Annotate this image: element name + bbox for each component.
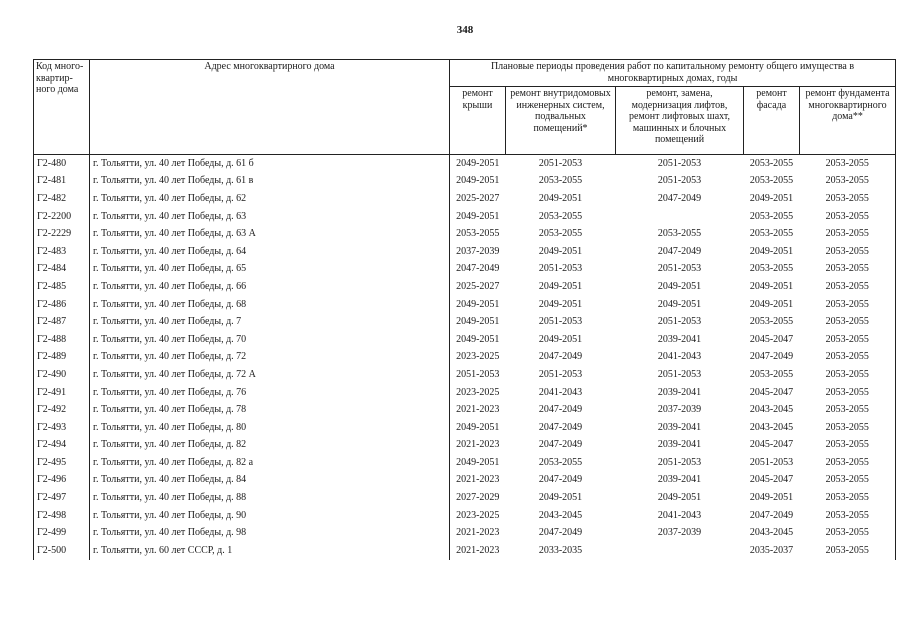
table-row bbox=[34, 278, 896, 296]
row-foundation: 2053-2055 bbox=[800, 507, 896, 525]
header-code: Код много-квартир-ного дома bbox=[34, 60, 90, 155]
row-address: г. Тольятти, ул. 60 лет СССР, д. 1 bbox=[90, 542, 450, 560]
row-roof: 2049-2051 bbox=[450, 313, 506, 331]
row-facade: 2053-2055 bbox=[749, 263, 794, 275]
table-row bbox=[34, 296, 896, 314]
row-foundation: 2053-2055 bbox=[800, 331, 896, 349]
row-code: Г2-486 bbox=[34, 296, 90, 314]
row-foundation: 2053-2055 bbox=[800, 243, 896, 261]
row-code: Г2-495 bbox=[34, 454, 90, 472]
row-engineering: 2041-2043 bbox=[538, 386, 583, 398]
row-engineering: 2049-2051 bbox=[538, 245, 583, 257]
header-engineering: ремонт внутридомовых инженерных систем, подвальных помещений* bbox=[506, 87, 616, 155]
row-facade: 2049-2051 bbox=[749, 280, 794, 292]
row-foundation: 2053-2055 bbox=[800, 349, 896, 367]
row-elevators: 2051-2053 bbox=[657, 316, 702, 328]
row-elevators: 2041-2043 bbox=[657, 509, 702, 521]
row-engineering: 2049-2051 bbox=[538, 333, 583, 345]
header-periods-group: Плановые периоды проведения работ по капитальному ремонту общего имущества в многоквартирных домах, годы bbox=[450, 60, 896, 87]
row-elevators: 2041-2043 bbox=[657, 351, 702, 363]
row-foundation: 2053-2055 bbox=[800, 366, 896, 384]
table-row bbox=[34, 208, 896, 226]
row-engineering: 2049-2051 bbox=[538, 298, 583, 310]
row-foundation: 2053-2055 bbox=[800, 454, 896, 472]
row-roof: 2025-2027 bbox=[450, 278, 506, 296]
row-roof: 2049-2051 bbox=[450, 208, 506, 226]
row-facade: 2045-2047 bbox=[749, 439, 794, 451]
table-row bbox=[34, 313, 896, 331]
row-foundation: 2053-2055 bbox=[800, 472, 896, 490]
row-roof: 2049-2051 bbox=[450, 173, 506, 191]
row-foundation: 2053-2055 bbox=[800, 419, 896, 437]
row-engineering: 2047-2049 bbox=[538, 439, 583, 451]
row-facade: 2035-2037 bbox=[749, 544, 794, 556]
page-number: 348 bbox=[456, 24, 474, 36]
row-code: Г2-491 bbox=[34, 384, 90, 402]
row-engineering: 2047-2049 bbox=[538, 527, 583, 539]
row-code: Г2-2229 bbox=[34, 225, 90, 243]
row-foundation: 2053-2055 bbox=[800, 313, 896, 331]
row-facade: 2047-2049 bbox=[749, 509, 794, 521]
row-code: Г2-485 bbox=[34, 278, 90, 296]
row-address: г. Тольятти, ул. 40 лет Победы, д. 70 bbox=[90, 331, 450, 349]
row-elevators: 2039-2041 bbox=[657, 333, 702, 345]
row-code: Г2-480 bbox=[34, 155, 90, 173]
row-foundation: 2053-2055 bbox=[800, 401, 896, 419]
row-roof: 2049-2051 bbox=[450, 454, 506, 472]
row-address: г. Тольятти, ул. 40 лет Победы, д. 76 bbox=[90, 384, 450, 402]
table-body bbox=[34, 155, 896, 560]
table-row bbox=[34, 524, 896, 542]
row-roof: 2049-2051 bbox=[450, 331, 506, 349]
row-address: г. Тольятти, ул. 40 лет Победы, д. 72 bbox=[90, 349, 450, 367]
row-facade: 2053-2055 bbox=[749, 210, 794, 222]
header-foundation: ремонт фундамента многоквартирного дома** bbox=[800, 87, 896, 155]
row-code: Г2-488 bbox=[34, 331, 90, 349]
row-facade: 2053-2055 bbox=[749, 228, 794, 240]
row-engineering: 2049-2051 bbox=[538, 492, 583, 504]
table-row bbox=[34, 173, 896, 191]
row-address: г. Тольятти, ул. 40 лет Победы, д. 80 bbox=[90, 419, 450, 437]
table-row bbox=[34, 401, 896, 419]
row-address: г. Тольятти, ул. 40 лет Победы, д. 82 а bbox=[90, 454, 450, 472]
row-facade: 2049-2051 bbox=[749, 492, 794, 504]
row-elevators: 2047-2049 bbox=[657, 192, 702, 204]
table-row bbox=[34, 454, 896, 472]
row-address: г. Тольятти, ул. 40 лет Победы, д. 90 bbox=[90, 507, 450, 525]
row-facade: 2053-2055 bbox=[749, 368, 794, 380]
row-foundation: 2053-2055 bbox=[800, 296, 896, 314]
row-roof: 2049-2051 bbox=[450, 419, 506, 437]
row-roof: 2021-2023 bbox=[450, 524, 506, 542]
row-engineering: 2051-2053 bbox=[538, 368, 583, 380]
row-elevators: 2051-2053 bbox=[657, 456, 702, 468]
row-elevators: 2047-2049 bbox=[657, 245, 702, 257]
row-elevators: 2039-2041 bbox=[657, 386, 702, 398]
row-roof: 2021-2023 bbox=[450, 472, 506, 490]
row-roof: 2037-2039 bbox=[450, 243, 506, 261]
row-foundation: 2053-2055 bbox=[800, 190, 896, 208]
table-row bbox=[34, 155, 896, 173]
row-roof: 2021-2023 bbox=[450, 401, 506, 419]
row-elevators: 2053-2055 bbox=[657, 228, 702, 240]
table-row bbox=[34, 419, 896, 437]
row-facade: 2043-2045 bbox=[749, 421, 794, 433]
row-engineering: 2053-2055 bbox=[538, 228, 583, 240]
header-address: Адрес многоквартирного дома bbox=[90, 60, 450, 155]
row-elevators: 2037-2039 bbox=[657, 527, 702, 539]
row-roof: 2053-2055 bbox=[450, 225, 506, 243]
row-address: г. Тольятти, ул. 40 лет Победы, д. 63 А bbox=[90, 225, 450, 243]
table-row bbox=[34, 542, 896, 560]
table-row bbox=[34, 261, 896, 279]
table-row bbox=[34, 384, 896, 402]
row-roof: 2047-2049 bbox=[450, 261, 506, 279]
row-facade: 2045-2047 bbox=[749, 333, 794, 345]
row-address: г. Тольятти, ул. 40 лет Победы, д. 88 bbox=[90, 489, 450, 507]
row-facade: 2053-2055 bbox=[749, 175, 794, 187]
row-elevators: 2051-2053 bbox=[657, 368, 702, 380]
row-facade: 2045-2047 bbox=[749, 386, 794, 398]
row-facade: 2053-2055 bbox=[749, 157, 794, 169]
row-address: г. Тольятти, ул. 40 лет Победы, д. 98 bbox=[90, 524, 450, 542]
row-facade: 2045-2047 bbox=[749, 474, 794, 486]
row-elevators: 2049-2051 bbox=[657, 298, 702, 310]
table-row bbox=[34, 437, 896, 455]
row-facade: 2049-2051 bbox=[749, 298, 794, 310]
row-foundation: 2053-2055 bbox=[800, 173, 896, 191]
row-code: Г2-2200 bbox=[34, 208, 90, 226]
row-elevators bbox=[616, 542, 744, 560]
row-code: Г2-494 bbox=[34, 437, 90, 455]
row-roof: 2023-2025 bbox=[450, 349, 506, 367]
row-engineering: 2051-2053 bbox=[538, 263, 583, 275]
row-engineering: 2049-2051 bbox=[538, 280, 583, 292]
row-roof: 2025-2027 bbox=[450, 190, 506, 208]
row-engineering: 2047-2049 bbox=[538, 421, 583, 433]
row-address: г. Тольятти, ул. 40 лет Победы, д. 64 bbox=[90, 243, 450, 261]
row-facade: 2043-2045 bbox=[749, 404, 794, 416]
row-code: Г2-499 bbox=[34, 524, 90, 542]
row-engineering: 2047-2049 bbox=[538, 351, 583, 363]
row-foundation: 2053-2055 bbox=[800, 384, 896, 402]
row-elevators bbox=[616, 208, 744, 226]
row-roof: 2023-2025 bbox=[450, 507, 506, 525]
row-foundation: 2053-2055 bbox=[800, 155, 896, 173]
row-engineering: 2051-2053 bbox=[538, 316, 583, 328]
row-engineering: 2053-2055 bbox=[538, 175, 583, 187]
header-roof: ремонт крыши bbox=[450, 87, 506, 155]
row-foundation: 2053-2055 bbox=[800, 278, 896, 296]
row-address: г. Тольятти, ул. 40 лет Победы, д. 82 bbox=[90, 437, 450, 455]
row-facade: 2049-2051 bbox=[749, 192, 794, 204]
row-foundation: 2053-2055 bbox=[800, 542, 896, 560]
row-code: Г2-481 bbox=[34, 173, 90, 191]
row-elevators: 2049-2051 bbox=[657, 492, 702, 504]
row-roof: 2049-2051 bbox=[450, 155, 506, 173]
table-row bbox=[34, 507, 896, 525]
table-row bbox=[34, 472, 896, 490]
row-foundation: 2053-2055 bbox=[800, 524, 896, 542]
row-address: г. Тольятти, ул. 40 лет Победы, д. 84 bbox=[90, 472, 450, 490]
row-code: Г2-493 bbox=[34, 419, 90, 437]
row-elevators: 2051-2053 bbox=[657, 175, 702, 187]
row-facade: 2049-2051 bbox=[749, 245, 794, 257]
table-row bbox=[34, 489, 896, 507]
row-facade: 2043-2045 bbox=[749, 527, 794, 539]
row-engineering: 2053-2055 bbox=[538, 456, 583, 468]
row-roof: 2049-2051 bbox=[450, 296, 506, 314]
row-foundation: 2053-2055 bbox=[800, 208, 896, 226]
row-address: г. Тольятти, ул. 40 лет Победы, д. 63 bbox=[90, 208, 450, 226]
row-elevators: 2039-2041 bbox=[657, 439, 702, 451]
row-roof: 2051-2053 bbox=[450, 366, 506, 384]
row-address: г. Тольятти, ул. 40 лет Победы, д. 61 б bbox=[90, 155, 450, 173]
row-elevators: 2039-2041 bbox=[657, 421, 702, 433]
row-elevators: 2049-2051 bbox=[657, 280, 702, 292]
row-code: Г2-484 bbox=[34, 261, 90, 279]
row-facade: 2051-2053 bbox=[749, 456, 794, 468]
row-elevators: 2051-2053 bbox=[657, 263, 702, 275]
table-header bbox=[34, 60, 896, 155]
row-code: Г2-500 bbox=[34, 542, 90, 560]
row-code: Г2-489 bbox=[34, 349, 90, 367]
header-elevators: ремонт, замена, модернизация лифтов, ремонт лифтовых шахт, машинных и блочных помещений bbox=[616, 87, 744, 155]
row-code: Г2-497 bbox=[34, 489, 90, 507]
row-foundation: 2053-2055 bbox=[800, 261, 896, 279]
row-engineering: 2049-2051 bbox=[538, 192, 583, 204]
row-code: Г2-483 bbox=[34, 243, 90, 261]
table-row bbox=[34, 349, 896, 367]
row-address: г. Тольятти, ул. 40 лет Победы, д. 78 bbox=[90, 401, 450, 419]
row-code: Г2-492 bbox=[34, 401, 90, 419]
header-facade: ремонт фасада bbox=[744, 87, 800, 155]
row-facade: 2053-2055 bbox=[749, 316, 794, 328]
row-elevators: 2051-2053 bbox=[657, 157, 702, 169]
row-engineering: 2043-2045 bbox=[538, 509, 583, 521]
table-row bbox=[34, 331, 896, 349]
row-roof: 2021-2023 bbox=[450, 542, 506, 560]
row-code: Г2-487 bbox=[34, 313, 90, 331]
table-row bbox=[34, 366, 896, 384]
row-code: Г2-490 bbox=[34, 366, 90, 384]
row-roof: 2021-2023 bbox=[450, 437, 506, 455]
row-code: Г2-496 bbox=[34, 472, 90, 490]
table-row bbox=[34, 243, 896, 261]
row-elevators: 2039-2041 bbox=[657, 474, 702, 486]
row-address: г. Тольятти, ул. 40 лет Победы, д. 66 bbox=[90, 278, 450, 296]
row-address: г. Тольятти, ул. 40 лет Победы, д. 68 bbox=[90, 296, 450, 314]
row-foundation: 2053-2055 bbox=[800, 225, 896, 243]
row-roof: 2027-2029 bbox=[450, 489, 506, 507]
row-roof: 2023-2025 bbox=[450, 384, 506, 402]
row-code: Г2-482 bbox=[34, 190, 90, 208]
row-address: г. Тольятти, ул. 40 лет Победы, д. 7 bbox=[90, 313, 450, 331]
row-facade: 2047-2049 bbox=[749, 351, 794, 363]
row-address: г. Тольятти, ул. 40 лет Победы, д. 62 bbox=[90, 190, 450, 208]
row-engineering: 2047-2049 bbox=[538, 474, 583, 486]
row-address: г. Тольятти, ул. 40 лет Победы, д. 61 в bbox=[90, 173, 450, 191]
capital-repair-table bbox=[33, 59, 896, 560]
row-address: г. Тольятти, ул. 40 лет Победы, д. 72 А bbox=[90, 366, 450, 384]
table-row bbox=[34, 190, 896, 208]
row-address: г. Тольятти, ул. 40 лет Победы, д. 65 bbox=[90, 261, 450, 279]
row-foundation: 2053-2055 bbox=[800, 437, 896, 455]
row-engineering: 2033-2035 bbox=[538, 544, 583, 556]
row-engineering: 2051-2053 bbox=[538, 157, 583, 169]
row-engineering: 2053-2055 bbox=[538, 210, 583, 222]
table-row bbox=[34, 225, 896, 243]
row-elevators: 2037-2039 bbox=[657, 404, 702, 416]
row-engineering: 2047-2049 bbox=[538, 404, 583, 416]
row-foundation: 2053-2055 bbox=[800, 489, 896, 507]
row-code: Г2-498 bbox=[34, 507, 90, 525]
